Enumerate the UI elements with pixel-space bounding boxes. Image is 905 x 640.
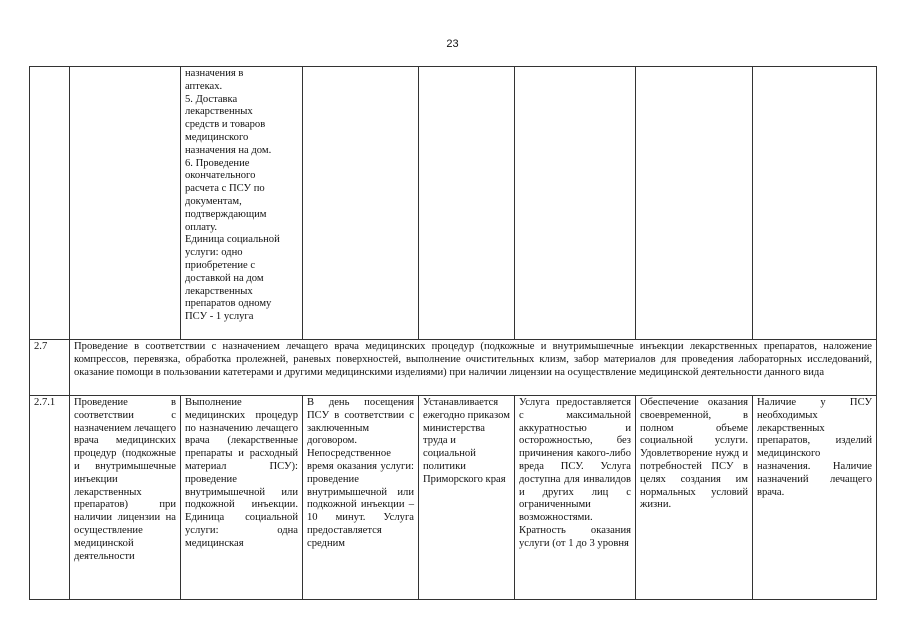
item-service-conditions: Услуга предоставляется с максимальной аккуратностью и осторожностью, без причинения какого-либо вреда ПСУ. Услуга доступна для инвалидов и других лиц с ограниченными возможностями. Кратность оказания услуги (от 1 до 3 уровня: [515, 396, 636, 600]
cont-cell-evaluation: [753, 67, 877, 340]
cont-cell-timing: [303, 67, 419, 340]
continuation-row: [30, 67, 877, 340]
cont-cell-tariff: [419, 67, 515, 340]
cont-cell-number: [30, 67, 70, 340]
cont-cell-indicators: [636, 67, 753, 340]
page-number: 23: [446, 38, 459, 50]
item-service-name: Проведение в соответствии с назначением лечащего врача медицинских процедур (подкожные и внутримышечные инъекции лекарственных препаратов) при наличии лицензии на осуществление медицинской деятельности: [70, 396, 181, 600]
item-service-evaluation: Наличие у ПСУ необходимых лекарственных препаратов, изделий медицинского назначения. Наличие назначений лечащего врача.: [753, 396, 877, 600]
item-row: [30, 396, 877, 600]
item-service-tariff: Устанавливается ежегодно приказом министерства труда и социальной политики Приморского края: [419, 396, 515, 600]
item-number: 2.7.1: [30, 396, 70, 600]
item-service-timing: В день посещения ПСУ в соответствии с заключенным договором. Непосредственное время оказания услуги: проведение внутримышечной или подкожной инъекции – 10 минут. Услуга предоставляется средним: [303, 396, 419, 600]
cont-cell-description: назначения в аптеках. 5. Доставка лекарственных средств и товаров медицинского назначения на дом. 6. Проведение окончательного расчета с ПСУ по документам, подтверждающим оплату. Единица социальной услуги: одно приобретение с доставкой на дом лекарственных препаратов одному ПСУ - 1 услуга: [181, 67, 303, 340]
cont-cell-conditions: [515, 67, 636, 340]
services-table: [29, 66, 877, 600]
section-number: 2.7: [30, 340, 70, 396]
item-service-indicators: Обеспечение оказания своевременной, в полном объеме социальной услуги. Удовлетворение нужд и потребностей ПСУ в целях создания им нормальных условий жизни.: [636, 396, 753, 600]
item-service-description: Выполнение медицинских процедур по назначению лечащего врача (лекарственные препараты и расходный материал ПСУ): проведение внутримышечной или подкожной инъекции. Единица социальной услуги: одна медицинская: [181, 396, 303, 600]
section-row: [30, 340, 877, 396]
cont-cell-service: [70, 67, 181, 340]
section-title: Проведение в соответствии с назначением лечащего врача медицинских процедур (подкожные и внутримышечные инъекции лекарственных препаратов, наложение компрессов, перевязка, обработка пролежней, раневых поверхностей, выполнение очистительных клизм, забор материалов для проведения лабораторных исследований, оказание помощи в пользовании катетерами и другими медицинскими изделиями) при наличии лицензии на осуществление медицинской деятельности данного вида: [70, 340, 877, 396]
